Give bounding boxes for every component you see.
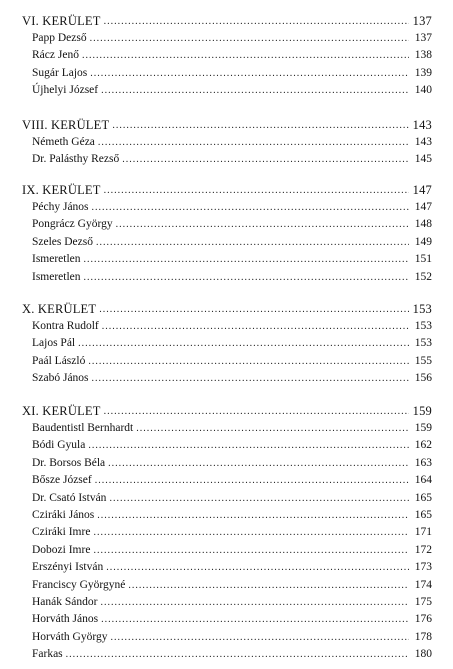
entry-name: Sugár Lajos [32, 66, 88, 79]
page-number: 152 [414, 270, 432, 283]
toc-entry [0, 215, 453, 231]
page-number: 139 [414, 66, 432, 79]
page-number: 137 [414, 32, 432, 44]
dot-leader [101, 614, 409, 626]
page-number: 162 [414, 439, 432, 452]
toc-entry [0, 268, 453, 284]
page-number: 143 [412, 118, 432, 132]
toc-entry [0, 233, 453, 249]
section-heading [0, 402, 453, 418]
page-number: 148 [414, 218, 432, 231]
page-number: 173 [414, 561, 432, 574]
section-title: X. KERÜLET [22, 302, 97, 316]
dot-leader [82, 50, 409, 62]
toc-entry [0, 593, 453, 609]
section-heading [0, 300, 453, 316]
entry-name: Baudentistl Bernhardt [32, 422, 134, 434]
dot-leader [78, 338, 409, 350]
page-number: 174 [414, 578, 432, 591]
toc-entry [0, 29, 453, 45]
entry-name: Hanák Sándor [32, 596, 98, 608]
dot-leader [100, 597, 409, 609]
dot-leader [93, 527, 409, 539]
dot-leader [84, 272, 409, 284]
page-number: 163 [414, 456, 432, 469]
page-number: 137 [412, 14, 432, 28]
entry-name: Dobozi Imre [32, 543, 91, 556]
dot-leader [112, 120, 409, 132]
toc-entry [0, 523, 453, 539]
page-number: 165 [414, 491, 432, 504]
dot-leader [104, 16, 409, 28]
page-number: 140 [414, 84, 432, 97]
page-number: 138 [414, 49, 432, 62]
toc-entry [0, 133, 453, 149]
dot-leader [84, 254, 409, 266]
entry-name: Bősze József [32, 474, 92, 487]
toc-entry [0, 471, 453, 487]
toc-entry [0, 419, 453, 435]
dot-leader [98, 137, 409, 149]
entry-name: Kontra Rudolf [32, 320, 99, 332]
entry-name: Dr. Palásthy Rezső [32, 153, 120, 166]
toc-entry [0, 436, 453, 452]
toc-entry [0, 250, 453, 266]
page-number: 176 [414, 613, 432, 626]
dot-leader [96, 237, 409, 249]
entry-name: Franciscy Györgyné [32, 578, 126, 591]
section-title: IX. KERÜLET [22, 183, 101, 197]
toc-entry [0, 628, 453, 644]
dot-leader [128, 580, 409, 592]
entry-name: Lajos Pál [32, 337, 76, 350]
entry-name: Cziráki Imre [32, 526, 91, 539]
entry-name: Péchy János [32, 201, 89, 213]
entry-name: Németh Géza [32, 136, 95, 148]
page-number: 164 [414, 474, 432, 487]
page-number: 156 [414, 372, 432, 385]
page-number: 155 [414, 354, 432, 367]
entry-name: Paál László [32, 354, 86, 367]
page-number: 143 [414, 136, 432, 148]
section-title: VI. KERÜLET [22, 14, 101, 28]
dot-leader [88, 356, 409, 368]
section-title: VIII. KERÜLET [22, 118, 110, 132]
entry-name: Horváth János [32, 613, 99, 626]
page-number: 175 [414, 596, 432, 608]
dot-leader [106, 562, 409, 574]
toc-entry [0, 81, 453, 97]
entry-name: Dr. Csató István [32, 491, 107, 504]
page-number: 149 [414, 235, 432, 248]
page-number: 172 [414, 543, 432, 556]
dot-leader [66, 649, 409, 661]
dot-leader [116, 219, 409, 231]
page-number: 153 [412, 302, 432, 316]
dot-leader [92, 373, 409, 385]
entry-name: Újhelyi József [32, 84, 99, 97]
toc-entry [0, 317, 453, 333]
toc-entry [0, 64, 453, 80]
entry-name: Farkas [32, 648, 63, 661]
entry-name: Szabó János [32, 372, 89, 385]
entry-name: Horváth György [32, 630, 108, 643]
dot-leader [88, 440, 409, 452]
toc-entry [0, 334, 453, 350]
toc-entry [0, 645, 453, 661]
toc-entry [0, 369, 453, 385]
dot-leader [104, 406, 409, 418]
page-number: 153 [414, 337, 432, 350]
dot-leader [108, 458, 409, 470]
entry-name: Bódi Gyula [32, 439, 86, 452]
page-number: 171 [414, 526, 432, 539]
section-heading [0, 181, 453, 197]
dot-leader [104, 185, 409, 197]
entry-name: Cziráki János [32, 509, 95, 521]
dot-leader [93, 545, 409, 557]
dot-leader [102, 321, 409, 333]
entry-name: Erszényi István [32, 561, 104, 574]
toc-entry [0, 610, 453, 626]
toc-entry [0, 506, 453, 522]
entry-name: Szeles Dezső [32, 235, 93, 248]
dot-leader [95, 475, 409, 487]
toc-entry [0, 576, 453, 592]
dot-leader [111, 632, 410, 644]
page-number: 147 [412, 183, 432, 197]
page-number: 151 [414, 253, 432, 266]
entry-name: Ismeretlen [32, 270, 81, 283]
entry-name: Papp Dezső [32, 32, 87, 44]
toc-entry [0, 489, 453, 505]
toc-entry [0, 46, 453, 62]
dot-leader [97, 510, 409, 522]
toc-entry [0, 198, 453, 214]
toc-entry [0, 454, 453, 470]
page-number: 153 [414, 320, 432, 332]
dot-leader [122, 154, 409, 166]
page-number: 145 [414, 153, 432, 166]
dot-leader [101, 85, 409, 97]
page-number: 165 [414, 509, 432, 521]
toc-entry [0, 352, 453, 368]
section-heading [0, 116, 453, 132]
page-number: 159 [414, 422, 432, 434]
dot-leader [92, 202, 409, 214]
entry-name: Ismeretlen [32, 253, 81, 266]
entry-name: Pongrácz György [32, 218, 113, 231]
entry-name: Rácz Jenő [32, 49, 79, 62]
page-number: 159 [412, 404, 432, 418]
dot-leader [136, 423, 409, 435]
toc-entry [0, 541, 453, 557]
section-heading [0, 12, 453, 28]
page-number: 178 [414, 630, 432, 643]
section-title: XI. KERÜLET [22, 404, 101, 418]
entry-name: Dr. Borsos Béla [32, 456, 106, 469]
dot-leader [109, 493, 409, 505]
dot-leader [99, 304, 409, 316]
page-number: 147 [414, 201, 432, 213]
dot-leader [90, 33, 409, 45]
dot-leader [90, 68, 409, 80]
page-number: 180 [414, 648, 432, 661]
toc-entry [0, 150, 453, 166]
toc-entry [0, 558, 453, 574]
